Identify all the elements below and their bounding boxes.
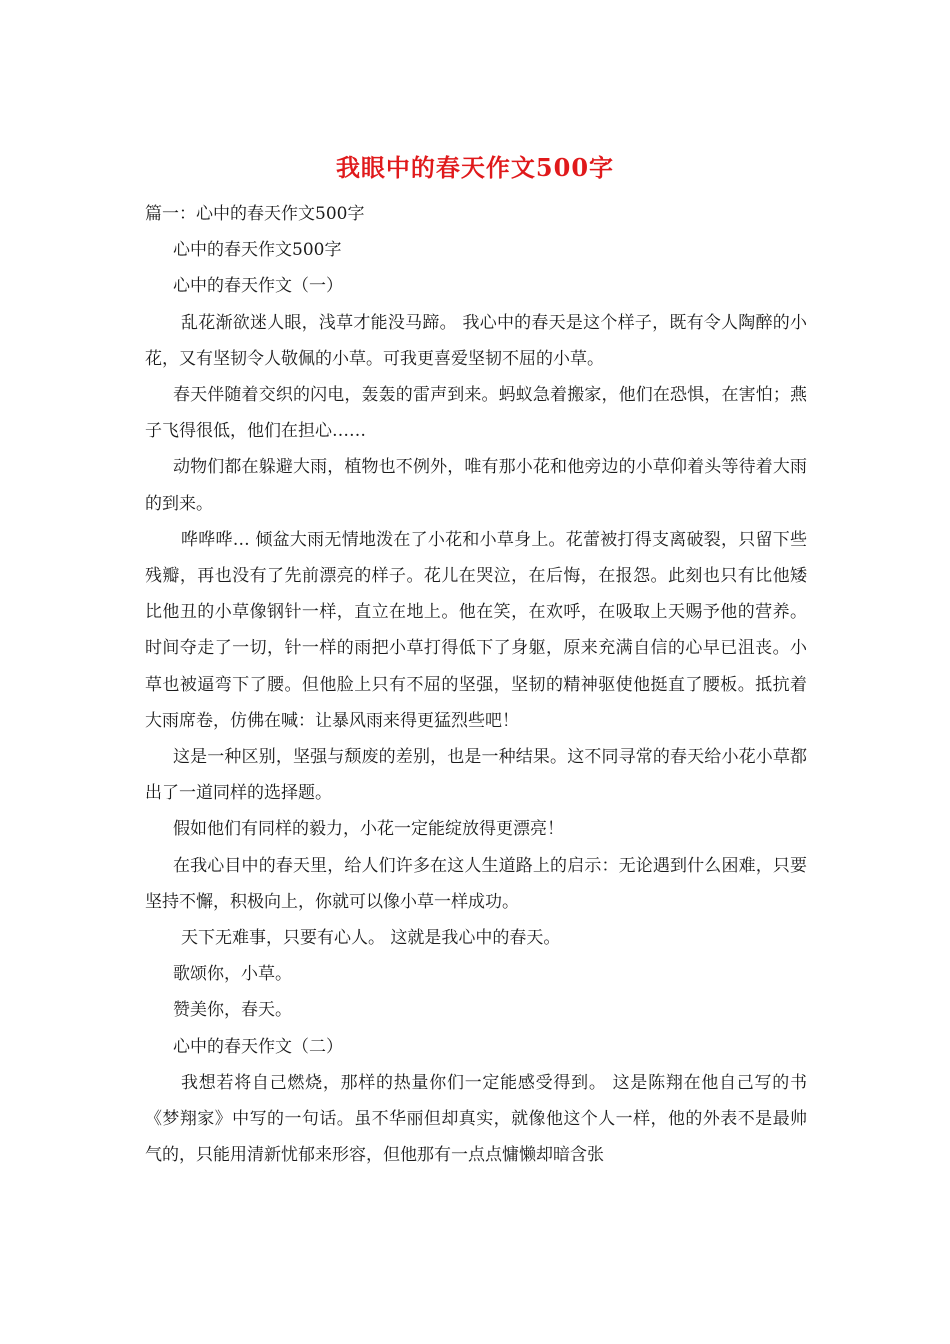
paragraph: 天下无难事，只要有心人。 这就是我心中的春天。 [181,928,561,949]
paragraph: 篇一：心中的春天作文500字 [145,204,365,224]
paragraph: 动物们都在躲避大雨，植物也不例外，唯有那小花和他旁边的小草仰着头等待着大雨的到来。 [145,457,807,514]
paragraph: 春天伴随着交织的闪电，轰轰的雷声到来。蚂蚁急着搬家，他们在恐惧，在害怕；燕子飞得很低，他们在担心…… [145,385,807,442]
paragraph: 这是一种区别，坚强与颓废的差别，也是一种结果。这不同寻常的春天给小花小草都出了一道同样的选择题。 [145,747,807,804]
paragraph: 哗哗哗… 倾盆大雨无情地泼在了小花和小草身上。花蕾被打得支离破裂，只留下些残瓣，再也没有了先前漂亮的样子。花儿在哭泣，在后悔，在报怨。此刻也只有比他矮比他丑的小草像钢针一样，直立在地上。他在笑，在欢呼，在吸取上天赐予他的营养。时间夺走了一切，针一样的雨把小草打得低下了身躯，原来充满自信的心早已沮丧。小草也被逼弯下了腰。但他脸上只有不屈的坚强，坚韧的精神驱使他挺直了腰板。抵抗着大雨席卷，仿佛在喊：让暴风雨来得更猛烈些吧！ [145,529,807,731]
paragraph: 我想若将自己燃烧，那样的热量你们一定能感受得到。 这是陈翔在他自己写的书《梦翔家》中写的一句话。虽不华丽但却真实，就像他这个人一样，他的外表不是最帅气的，只能用清新忧郁来形容，但他那有一点点慵懒却暗含张 [145,1072,807,1166]
paragraph: 心中的春天作文（二） [173,1036,343,1057]
paragraph: 心中的春天作文（一） [173,276,343,297]
paragraph: 歌颂你，小草。 [173,964,292,985]
paragraph: 假如他们有同样的毅力，小花一定能绽放得更漂亮！ [173,819,564,840]
paragraph: 心中的春天作文500字 [173,240,342,261]
paragraph: 赞美你，春天。 [173,1000,292,1021]
paragraph: 在我心目中的春天里，给人们许多在这人生道路上的启示：无论遇到什么困难，只要坚持不懈，积极向上，你就可以像小草一样成功。 [145,855,807,912]
document-body [145,196,807,1173]
document-title: 我眼中的春天作文500字 [335,153,615,182]
paragraph: 乱花渐欲迷人眼，浅草才能没马蹄。 我心中的春天是这个样子，既有令人陶醉的小花，又有坚韧令人敬佩的小草。可我更喜爱坚韧不屈的小草。 [145,312,807,369]
